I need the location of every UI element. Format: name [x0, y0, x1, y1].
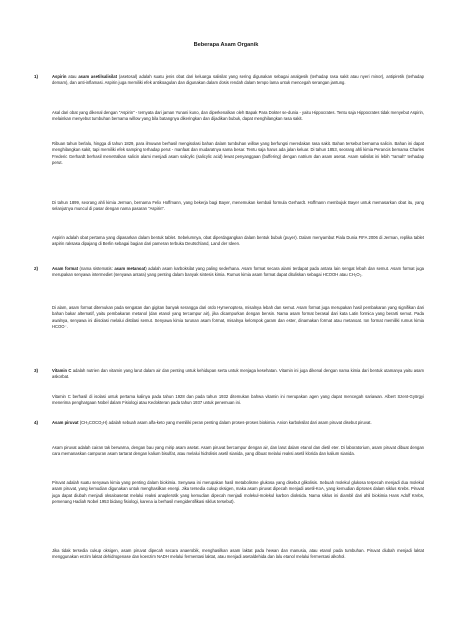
paragraph-text: atau [66, 74, 79, 79]
paragraph-text: (nama sistematis: [78, 266, 115, 271]
term-asam-asetilsalisilat: asam asetilsalisilat [78, 74, 117, 79]
section-number: 3) [34, 368, 39, 373]
paragraph [52, 420, 424, 426]
paragraph [52, 368, 424, 381]
paragraph: Di tahun 1899, seorang ahli kimia Jerman, bernama Felix Hoffmann, yang bekerja bagi Bayer, menemukan kembali formula Gerhardt. Hoffmann membujuk Bayer untuk memasarkan obat itu, yang selanjutnya muncul di pasar dengan nama pasaran "Aspirin". [52, 200, 424, 212]
section-number: 2) [34, 266, 39, 271]
term-asam-piruvat: Asam piruvat [52, 420, 79, 425]
document-title: Beberapa Asam Organik [193, 42, 259, 48]
term-asam-format: Asam format [52, 266, 78, 271]
paragraph [52, 74, 424, 87]
paragraph: Asam piruvat adalah cairan tak berwarna, dengan bau yang mirip asam asetat. Asam piruvat bercampur dengan air, dan larut dalam etanol dan dietil eter. Di laboratorium, asam piruvat dibuat dengan cara memanaskan campuran asam tartarat dengan kalium bisulfat, atau melalui hidrolisis asetil sianida, yang dibuat melalui reaksi asetil klorida dan kalium sianida. [52, 445, 424, 457]
section-number: 1) [34, 74, 39, 79]
paragraph: Jika tidak tersedia cukup oksigen, asam piruvat dipecah secara anaerobik, menghasilkan asam laktat pada hewan dan manusia, atau etanol pada tumbuhan. Piruvat diubah menjadi laktat menggunakan enzim laktat dehidrogenase dan koenzim NADH melalui fermentasi laktat, atau menjadi asetaldehida dan lalu etanol melalui fermentasi alkohol. [52, 548, 424, 560]
paragraph [52, 266, 424, 279]
paragraph: Asal dari obat yang dikenal dengan "Aspirin" - ternyata dari jaman Yunani kuno, dan diperkenalkan oleh Bapak Para Dokter se-dunia - yaitu Hippocrates. Tentu saja Hippocrates tidak menyebut Aspirin, melainkan menyebut tumbuhan bernama willow yang bila batangnya dikeringkan dan dijadikan bubuk, dapat menghilangkan rasa sakit. [52, 110, 424, 122]
paragraph: Ribuan tahun berlalu, hingga di tahun 1829, para ilmuwan berhasil mengisolasi bahan dalam tumbuhan willow yang berfungsi meredakan rasa sakit. Bahan tersebut bernama salicin. Bahan ini dapat menghilangkan sakit, tapi memiliki efek samping terhadap perut - manfaat dan mudaratnya sama besar. Tentu saja harus ada jalan keluar. Di tahun 1853, seorang ahli kimia Perancis bernama Charles Frederic Gerhardt berhasil menetralkan salicin alami menjadi asam salicylic (salicylic acid) lewat penyanggaan (buffering) dengan natrium dan asam asetat. Asam salisilat ini lebih "ramah" terhadap perut. [52, 141, 424, 165]
paragraph: Di alam, asam format ditemukan pada sengatan dan gigitan banyak serangga dari ordo Hymenoptera, misalnya lebah dan semut. Asam format juga merupakan hasil pembakaran yang signifikan dari bahan bakar alternatif, yaitu pembakaran metanol (dan etanol yang tercampur air), jika dicampurkan dengan bensin. Nama asam format berasal dari kata Latin formica yang berarti semut. Pada awalnya, senyawa ini diisolasi melalui distilasi semut. Senyawa kimia turunan asam format, misalnya kelompok garam dan ester, dinamakan format atau metanoat. Ion format memiliki rumus kimia HCOO⁻. [52, 305, 424, 329]
paragraph-text: ) adalah asam karboksilat yang paling sederhana. Asam format secara alami terdapat pada antara lain sengat lebah dan semut. Asam format juga merupakan senyawa intermediet (senyawa antara) yang penting dalam banyak sintesis kimia. Rumus kimia asam format dapat dituliskan sebagai HCOOH atau CH₂O₂. [52, 266, 424, 278]
section-number: 4) [34, 420, 39, 425]
term-asam-metanoat: asam metanoat [114, 266, 146, 271]
paragraph: Piruvat adalah suatu senyawa kimia yang penting dalam biokimia. Senyawa ini merupakan hasil metabolisme glukosa yang disebut glikolisis. Sebuah molekul glukosa terpecah menjadi dua molekul asam piruvat, yang kemudian digunakan untuk menghasilkan energi. Jika tersedia cukup oksigen, maka asam piruvat dipecah menjadi asetil-KoA, yang kemudian diproses dalam siklus Krebs. Piruvat juga dapat diubah menjadi oksaloasetat melalui reaksi anaplerotik yang kemudian dipecah menjadi molekul-molekul karbon dioksida. Nama siklus ini diambil dari ahli biokimia Hans Adolf Krebs, pemenang Hadiah Nobel 1953 bidang fisiologi, karena ia berhasil mengidentifikasi siklus tersebut). [52, 480, 424, 504]
term-aspirin: Aspirin [52, 74, 67, 79]
paragraph: Vitamin C berhasil di isolasi untuk pertama kalinya pada tahun 1928 dan pada tahun 1932 ditemukan bahwa vitamin ini merupakan agen yang dapat mencegah sariawan. Albert Szent-Györgyi menerima penghargaan Nobel dalam Fisiologi atau Kedokteran pada tahun 1937 untuk penemuan ini. [52, 394, 424, 406]
paragraph-text: (CH₃COCO₂H) adalah sebuah asam alfa-keto yang memiliki peran penting dalam proses-proses biokimia. Anion karboksilat dari asam piruvat disebut piruvat. [78, 420, 372, 425]
paragraph-text: adalah nutrien dan vitamin yang larut dalam air dan penting untuk kehidupan serta untuk menjaga kesehatan. Vitamin ini juga dikenal dengan nama kimia dari bentuk utamanya yaitu asam askorbat. [52, 368, 424, 380]
term-vitamin-c: Vitamin C [52, 368, 72, 373]
paragraph-text: (asetosal) adalah suatu jenis obat dari keluarga salisilat yang sering digunakan sebagai analgesik (terhadap rasa sakit atau nyeri minor), antipiretik (terhadap demam), dan anti-inflamasi. Aspirin juga memiliki efek antikoagulan dan digunakan dalam dosis rendah dalam tempo lama untuk mencegah serangan jantung. [52, 74, 424, 86]
paragraph: Aspirin adalah obat pertama yang dipasarkan dalam bentuk tablet. Sebelumnya, obat diperdagangkan dalam bentuk bubuk (puyer). Dalam menyambut Piala Dunia FIFA 2006 di Jerman, replika tablet aspirin raksasa dipajang di Berlin sebagai bagian dari pameran terbuka Deutschland, Land der Ideen. [52, 235, 424, 247]
